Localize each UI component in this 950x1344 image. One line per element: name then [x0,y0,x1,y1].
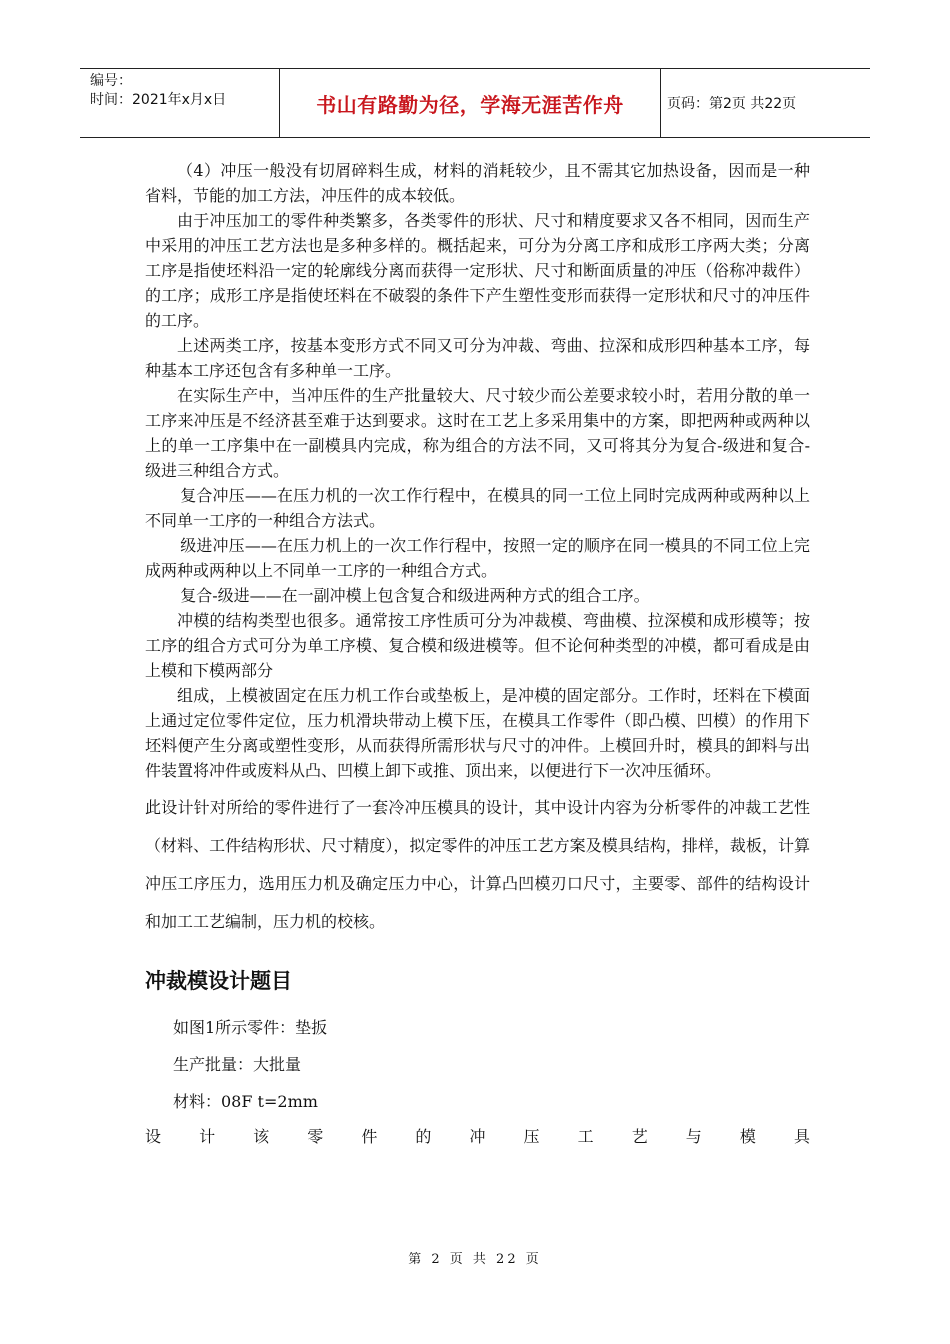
spaced-char: 与 [685,1127,702,1146]
document-body [145,158,810,1152]
spaced-line [145,1122,810,1152]
spaced-char: 该 [253,1127,270,1146]
spec-material: 材料：08F t=2mm [173,1092,318,1111]
spaced-char: 零 [307,1127,324,1146]
spaced-char: 艺 [631,1127,648,1146]
paragraph-4: 在实际生产中，当冲压件的生产批量较大、尺寸较少而公差要求较小时，若用分散的单一工序来冲压是不经济甚至难于达到要求。这时在工艺上多采用集中的方案，即把两种或两种以上的单一工序集中在一副模具内完成，称为组合的方法不同，又可将其分为复合-级进和复合-级进三种组合方式。 [145,386,810,480]
paragraph-9: 组成，上模被固定在压力机工作台或垫板上，是冲模的固定部分。工作时，坯料在下模面上通过定位零件定位，压力机滑块带动上模下压，在模具工作零件（即凸模、凹模）的作用下坯料便产生分离或塑性变形，从而获得所需形状与尺寸的冲件。上模回升时，模具的卸料与出件装置将冲件或废料从凸、凹模上卸下或推、顶出来，以便进行下一次冲压循环。 [145,686,810,780]
spaced-char: 工 [577,1127,594,1146]
section-title: 冲裁模设计题目 [145,969,292,993]
spec-batch: 生产批量：大批量 [173,1055,302,1074]
spec-part: 如图1所示零件：垫扳 [173,1018,328,1037]
spaced-char: 计 [199,1127,216,1146]
spaced-char: 具 [793,1127,810,1146]
page-header [80,68,870,138]
spaced-char: 的 [415,1127,432,1146]
paragraph-8: 冲模的结构类型也很多。通常按工序性质可分为冲裁模、弯曲模、拉深模和成形模等；按工序的组合方式可分为单工序模、复合模和级进模等。但不论何种类型的冲模，都可看成是由上模和下模两部分 [145,611,810,680]
paragraph-6: 级进冲压——在压力机上的一次工作行程中，按照一定的顺序在同一模具的不同工位上完成两种或两种以上不同单一工序的一种组合方式。 [145,536,810,580]
spaced-char: 件 [361,1127,378,1146]
date-label: 时间：2021年x月x日 [90,92,227,108]
design-paragraph: 此设计针对所给的零件进行了一套冷冲压模具的设计，其中设计内容为分析零件的冲裁工艺性（材料、工件结构形状、尺寸精度），拟定零件的冲压工艺方案及模具结构，排样，裁板，计算冲压工序压力，选用压力机及确定压力中心，计算凸凹模刃口尺寸，主要零、部件的结构设计和加工工艺编制，压力机的校核。 [145,798,810,931]
paragraph-5: 复合冲压——在压力机的一次工作行程中，在模具的同一工位上同时完成两种或两种以上不同单一工序的一种组合方法式。 [145,486,810,530]
spaced-char: 冲 [469,1127,486,1146]
paragraph-2: 由于冲压加工的零件种类繁多，各类零件的形状、尺寸和精度要求又各不相同，因而生产中采用的冲压工艺方法也是多种多样的。概括起来，可分为分离工序和成形工序两大类；分离工序是指使坯料沿一定的轮廓线分离而获得一定形状、尺寸和断面质量的冲压（俗称冲裁件）的工序；成形工序是指使坯料在不破裂的条件下产生塑性变形而获得一定形状和尺寸的冲压件的工序。 [145,211,810,330]
paragraph-1: （4）冲压一般没有切屑碎料生成，材料的消耗较少，且不需其它加热设备，因而是一种省料，节能的加工方法，冲压件的成本较低。 [145,161,810,205]
spaced-char: 压 [523,1127,540,1146]
header-motto: 书山有路勤为径，学海无涯苦作舟 [280,69,661,137]
code-label: 编号： [90,73,132,89]
page-footer: 第 2 页 共 22 页 [408,1252,542,1267]
spaced-char: 设 [145,1127,162,1146]
header-meta [80,69,280,137]
paragraph-7: 复合-级进——在一副冲模上包含复合和级进两种方式的组合工序。 [180,586,650,605]
header-page-label: 页码：第2页 共22页 [667,96,797,112]
paragraph-3: 上述两类工序，按基本变形方式不同又可分为冲裁、弯曲、拉深和成形四种基本工序，每种基本工序还包含有多种单一工序。 [145,336,810,380]
spaced-char: 模 [739,1127,756,1146]
